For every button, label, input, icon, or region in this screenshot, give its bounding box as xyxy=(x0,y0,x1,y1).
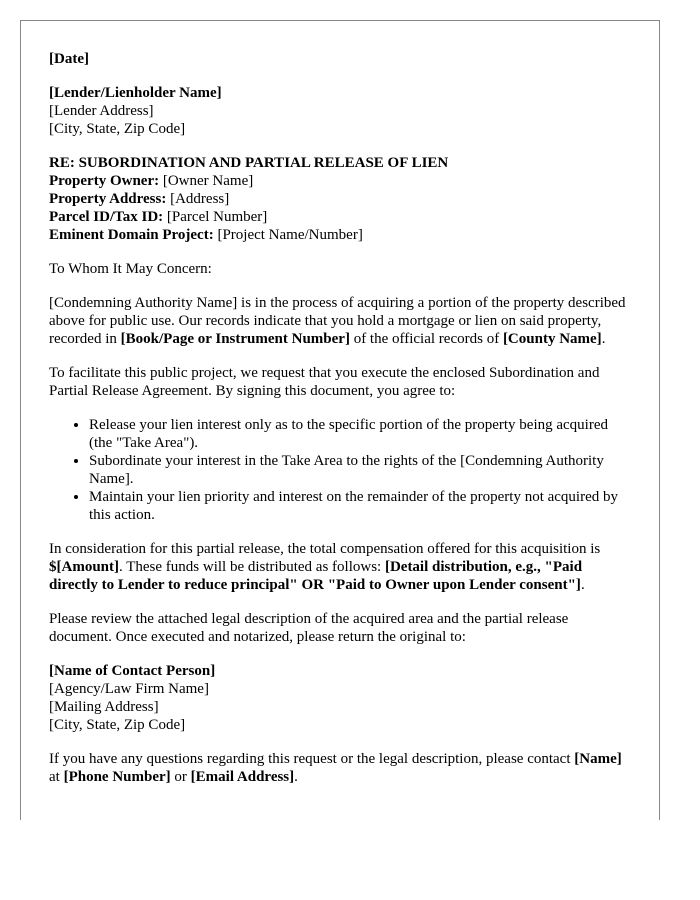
property-address-line: Property Address: [Address] xyxy=(49,191,230,207)
paragraph-compensation: In consideration for this partial release, the total compensation offered for this acquisition is $[Amount]. These funds will be distributed as follows: [Detail distribution, e.g., "Paid directly to Lender to reduce principal" OR "Paid to Owner upon Lender consent"]. xyxy=(49,541,601,593)
property-owner-line: Property Owner: [Owner Name] xyxy=(49,173,254,189)
list-item: • Subordinate your interest in the Take Area to the rights of the [Condemning Authority Name]. xyxy=(89,452,631,488)
project-line: Eminent Domain Project: [Project Name/Number] xyxy=(49,227,363,243)
contact-agency: [Agency/Law Firm Name] xyxy=(49,681,209,697)
list-item: • Release your lien interest only as to the specific portion of the property being acquired (the "Take Area"). xyxy=(89,416,631,452)
date-line: [Date] xyxy=(49,51,89,67)
paragraph-acquisition: [Condemning Authority Name] is in the process of acquiring a portion of the property described above for public use. Our records indicate that you hold a mortgage or lien on said property, recorded in [Book/Page or Instrument Number] of the official records of [County Name]. xyxy=(49,295,626,347)
lender-address: [Lender Address] xyxy=(49,103,154,119)
lender-address-block xyxy=(49,84,631,138)
contact-city-state-zip: [City, State, Zip Code] xyxy=(49,717,186,733)
contact-mailing-address: [Mailing Address] xyxy=(49,699,159,715)
paragraph-questions: If you have any questions regarding this request or the legal description, please contact [Name] at [Phone Number] or [Email Address]. xyxy=(49,751,622,785)
contact-address-block xyxy=(49,662,631,734)
salutation: To Whom It May Concern: xyxy=(49,261,212,277)
re-subject: RE: SUBORDINATION AND PARTIAL RELEASE OF LIEN xyxy=(49,155,449,171)
letter-document xyxy=(20,20,660,820)
parcel-id-line: Parcel ID/Tax ID: [Parcel Number] xyxy=(49,209,268,225)
paragraph-request: To facilitate this public project, we request that you execute the enclosed Subordination and Partial Release Agreement. By signing this document, you agree to: xyxy=(49,365,600,399)
lender-city-state-zip: [City, State, Zip Code] xyxy=(49,121,186,137)
list-item: • Maintain your lien priority and interest on the remainder of the property not acquired by this action. xyxy=(89,488,631,524)
paragraph-review: Please review the attached legal description of the acquired area and the partial release document. Once executed and notarized, please return the original to: xyxy=(49,611,569,645)
agreement-list xyxy=(49,416,631,524)
re-block xyxy=(49,154,631,244)
contact-name: [Name of Contact Person] xyxy=(49,663,216,679)
lender-name: [Lender/Lienholder Name] xyxy=(49,85,222,101)
